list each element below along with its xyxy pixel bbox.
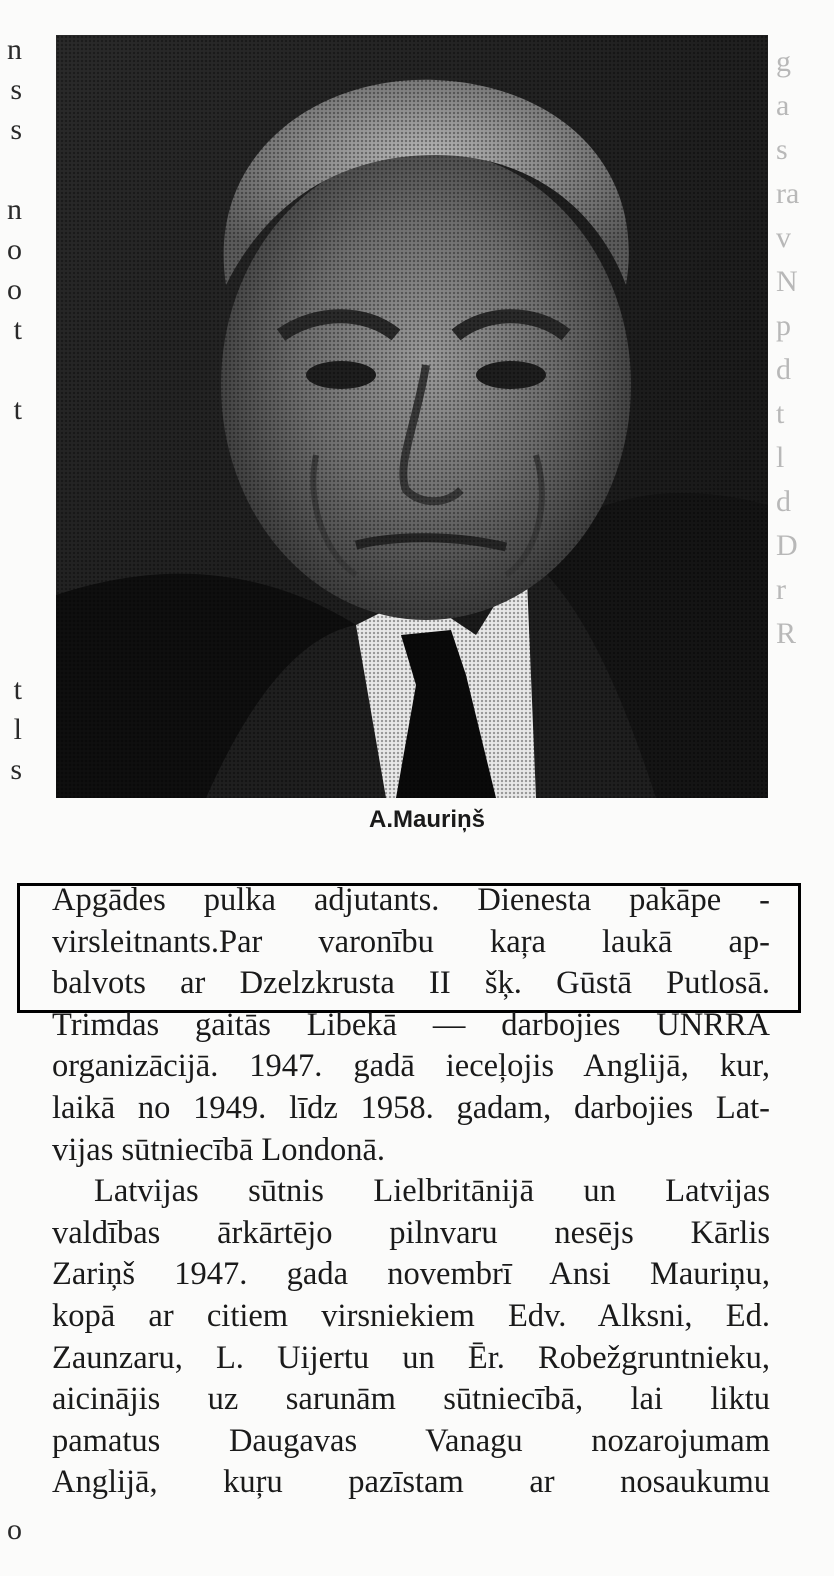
edge-letter — [0, 510, 22, 550]
bleed-fragment: r — [776, 573, 786, 606]
text-line: pamatus Daugavas Vanagu nozarojumam — [52, 1422, 770, 1459]
edge-letter — [0, 1350, 22, 1390]
bleed-fragment: N — [776, 265, 798, 298]
text-line: Zariņš 1947. gada novembrī Ansi Mauriņu, — [52, 1256, 770, 1293]
edge-letter — [0, 1470, 22, 1510]
text-line: kopā ar citiem virsniekiem Edv. Alksni, Ed. — [52, 1297, 770, 1334]
text-line: laikā no 1949. līdz 1958. gadam, darbojies Lat- — [52, 1089, 770, 1126]
photo-caption: A.Mauriņš — [368, 806, 485, 833]
text-line: Anglijā, kuŗu pazīstam ar nosaukumu — [52, 1464, 770, 1501]
text-line: Latvijas sūtnis Lielbritānijā un Latvijas — [94, 1173, 770, 1210]
text-line: Apgādes pulka adjutants. Dienesta pakāpe - — [52, 882, 770, 918]
edge-letter — [0, 1270, 22, 1310]
edge-letter: l — [13, 713, 22, 746]
edge-letter — [0, 1030, 22, 1070]
portrait-illustration — [56, 35, 768, 798]
edge-letter — [0, 1110, 22, 1150]
edge-letter — [0, 1430, 22, 1470]
bleed-fragment: d — [776, 353, 791, 386]
text-line: virsleitnants.Par varonību kaŗa laukā ap- — [52, 923, 770, 960]
edge-letter — [0, 550, 22, 590]
edge-letter: o — [7, 273, 22, 306]
bleed-fragment: a — [776, 89, 790, 122]
body-text — [52, 880, 770, 1504]
edge-letter: o — [7, 233, 22, 266]
edge-letter: s — [10, 73, 22, 106]
bleed-fragment: s — [776, 133, 788, 166]
edge-letter: s — [10, 113, 22, 146]
bleed-fragment: v — [776, 221, 791, 254]
edge-letter — [0, 1150, 22, 1190]
edge-letter — [0, 150, 22, 190]
edge-letter — [0, 430, 22, 470]
edge-letter — [0, 350, 22, 390]
bleed-fragment: d — [776, 485, 791, 518]
edge-letter — [0, 1070, 22, 1110]
edge-letter — [0, 1230, 22, 1270]
edge-letter — [0, 830, 22, 870]
portrait-photo — [56, 35, 768, 798]
edge-letter: n — [7, 193, 22, 226]
edge-letter: s — [10, 753, 22, 786]
edge-letter: t — [13, 673, 22, 706]
edge-letter — [0, 1190, 22, 1230]
text-line: vijas sūtniecībā Londonā. — [52, 1131, 386, 1168]
left-column-edge — [0, 30, 22, 1570]
text-line: aicinājis uz sarunām sūtniecībā, lai liktu — [52, 1381, 770, 1418]
text-line: organizācijā. 1947. gadā ieceļojis Anglijā, kur, — [52, 1048, 770, 1085]
bleed-fragment: D — [776, 529, 798, 562]
edge-letter — [0, 590, 22, 630]
text-line: balvots ar Dzelzkrusta II šķ. Gūstā Putlosā. — [52, 965, 770, 1002]
right-bleed-through — [776, 40, 834, 840]
bleed-fragment: R — [776, 617, 797, 650]
edge-letter — [0, 630, 22, 670]
bleed-fragment: t — [776, 397, 785, 430]
edge-letter: t — [13, 393, 22, 426]
edge-letter: n — [7, 33, 22, 66]
text-line: Zaunzaru, L. Uijertu un Ēr. Robežgruntnieku, — [52, 1339, 770, 1376]
edge-letter: o — [7, 1513, 22, 1546]
edge-letter: t — [13, 313, 22, 346]
bleed-fragment: l — [776, 441, 785, 474]
edge-letter — [0, 470, 22, 510]
bleed-fragment: g — [776, 45, 791, 78]
edge-letter — [0, 1310, 22, 1350]
bleed-fragment: p — [776, 309, 791, 342]
edge-letter — [0, 1390, 22, 1430]
bleed-fragment: ra — [776, 177, 800, 210]
text-line: valdības ārkārtējo pilnvaru nesējs Kārlis — [52, 1214, 770, 1251]
text-line: Trimdas gaitās Libekā — darbojies UNRRA — [52, 1006, 770, 1043]
